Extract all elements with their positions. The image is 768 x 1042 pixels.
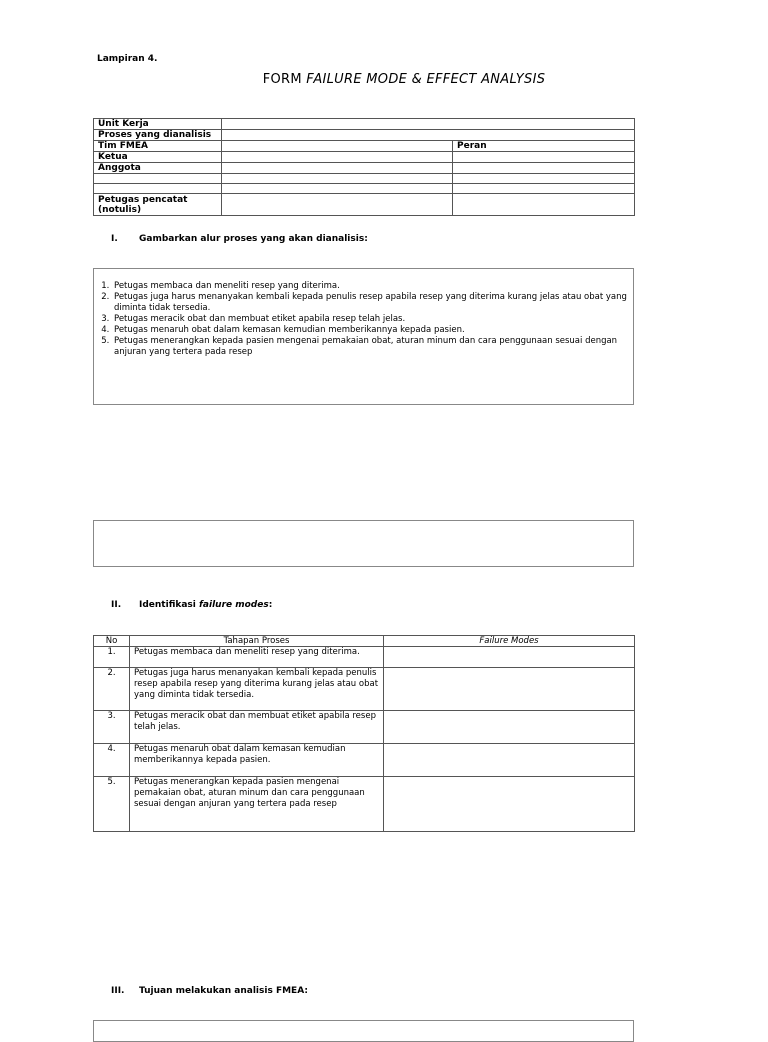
col-header-failure-modes: Failure Modes bbox=[384, 636, 635, 647]
row-number: 5. bbox=[94, 777, 130, 832]
table-header-row bbox=[94, 636, 635, 647]
list-item: 3. Petugas meracik obat dan membuat etiket apabila resep telah jelas. bbox=[112, 314, 633, 325]
section-title-suffix: : bbox=[268, 600, 273, 610]
list-item: 4. Petugas menaruh obat dalam kemasan kemudian memberikannya kepada pasien. bbox=[112, 325, 633, 336]
team-info-table bbox=[93, 118, 635, 216]
col-header-tahapan: Tahapan Proses bbox=[130, 636, 384, 647]
ketua-role-field[interactable] bbox=[453, 152, 635, 163]
section-2-heading bbox=[111, 600, 272, 610]
table-row bbox=[94, 141, 635, 152]
title-prefix: FORM bbox=[262, 72, 307, 87]
anggota-field[interactable] bbox=[222, 163, 453, 174]
section-title-italic: failure modes bbox=[199, 600, 269, 610]
row-failure-mode[interactable] bbox=[384, 647, 635, 668]
tim-fmea-field[interactable] bbox=[222, 141, 453, 152]
row-failure-mode[interactable] bbox=[384, 777, 635, 832]
anggota-role-field-2[interactable] bbox=[453, 174, 635, 184]
title-italic: FAILURE MODE & EFFECT ANALYSIS bbox=[306, 72, 546, 87]
blank-cell bbox=[94, 174, 222, 184]
section-3-heading bbox=[111, 986, 308, 996]
empty-box bbox=[93, 520, 634, 567]
section-number: III. bbox=[111, 986, 125, 996]
anggota-role-field[interactable] bbox=[453, 163, 635, 174]
table-row bbox=[94, 119, 635, 130]
row-failure-mode[interactable] bbox=[384, 744, 635, 777]
form-title bbox=[0, 72, 768, 87]
table-row bbox=[94, 668, 635, 711]
table-row bbox=[94, 194, 635, 216]
table-row bbox=[94, 744, 635, 777]
peran-label: Peran bbox=[453, 141, 635, 152]
col-header-no: No bbox=[94, 636, 130, 647]
list-item: 5. Petugas menerangkan kepada pasien mengenai pemakaian obat, aturan minum dan cara penggunaan sesuai dengan anjuran yang tertera pada resep bbox=[112, 336, 633, 358]
row-number: 3. bbox=[94, 711, 130, 744]
row-number: 1. bbox=[94, 647, 130, 668]
section-1-heading bbox=[111, 234, 368, 244]
failure-modes-table bbox=[93, 635, 635, 832]
table-row bbox=[94, 184, 635, 194]
attachment-label: Lampiran 4. bbox=[97, 54, 158, 64]
process-steps-list bbox=[94, 281, 633, 358]
anggota-label: Anggota bbox=[94, 163, 222, 174]
ketua-field[interactable] bbox=[222, 152, 453, 163]
list-item: 2. Petugas juga harus menanyakan kembali kepada penulis resep apabila resep yang diterima kurang jelas atau obat yang diminta tidak tersedia. bbox=[112, 292, 633, 314]
row-tahapan: Petugas membaca dan meneliti resep yang diterima. bbox=[130, 647, 384, 668]
ketua-label: Ketua bbox=[94, 152, 222, 163]
row-number: 4. bbox=[94, 744, 130, 777]
petugas-role-field[interactable] bbox=[453, 194, 635, 216]
objective-box[interactable] bbox=[93, 1020, 634, 1042]
table-row bbox=[94, 163, 635, 174]
tim-fmea-label: Tim FMEA bbox=[94, 141, 222, 152]
anggota-field-2[interactable] bbox=[222, 174, 453, 184]
row-failure-mode[interactable] bbox=[384, 711, 635, 744]
table-row bbox=[94, 711, 635, 744]
section-title: Gambarkan alur proses yang akan dianalisis: bbox=[139, 234, 368, 244]
section-title-prefix: Identifikasi bbox=[139, 600, 199, 610]
row-number: 2. bbox=[94, 668, 130, 711]
blank-cell bbox=[94, 184, 222, 194]
section-number: II. bbox=[111, 600, 122, 610]
table-row bbox=[94, 647, 635, 668]
section-title: Tujuan melakukan analisis FMEA: bbox=[139, 986, 308, 996]
anggota-field-3[interactable] bbox=[222, 184, 453, 194]
section-number: I. bbox=[111, 234, 118, 244]
process-flow-box bbox=[93, 268, 634, 405]
list-item: 1. Petugas membaca dan meneliti resep yang diterima. bbox=[112, 281, 633, 292]
unit-kerja-label: Unit Kerja bbox=[94, 119, 222, 130]
row-tahapan: Petugas menerangkan kepada pasien mengenai pemakaian obat, aturan minum dan cara penggunaan sesuai dengan anjuran yang tertera pada resep bbox=[130, 777, 384, 832]
row-tahapan: Petugas juga harus menanyakan kembali kepada penulis resep apabila resep yang diterima kurang jelas atau obat yang diminta tidak tersedia. bbox=[130, 668, 384, 711]
table-row bbox=[94, 130, 635, 141]
anggota-role-field-3[interactable] bbox=[453, 184, 635, 194]
petugas-label: Petugas pencatat (notulis) bbox=[94, 194, 222, 216]
table-row bbox=[94, 174, 635, 184]
unit-kerja-field[interactable] bbox=[222, 119, 635, 130]
table-row bbox=[94, 777, 635, 832]
proses-label: Proses yang dianalisis bbox=[94, 130, 222, 141]
row-tahapan: Petugas menaruh obat dalam kemasan kemudian memberikannya kepada pasien. bbox=[130, 744, 384, 777]
row-failure-mode[interactable] bbox=[384, 668, 635, 711]
row-tahapan: Petugas meracik obat dan membuat etiket apabila resep telah jelas. bbox=[130, 711, 384, 744]
petugas-field[interactable] bbox=[222, 194, 453, 216]
table-row bbox=[94, 152, 635, 163]
proses-field[interactable] bbox=[222, 130, 635, 141]
